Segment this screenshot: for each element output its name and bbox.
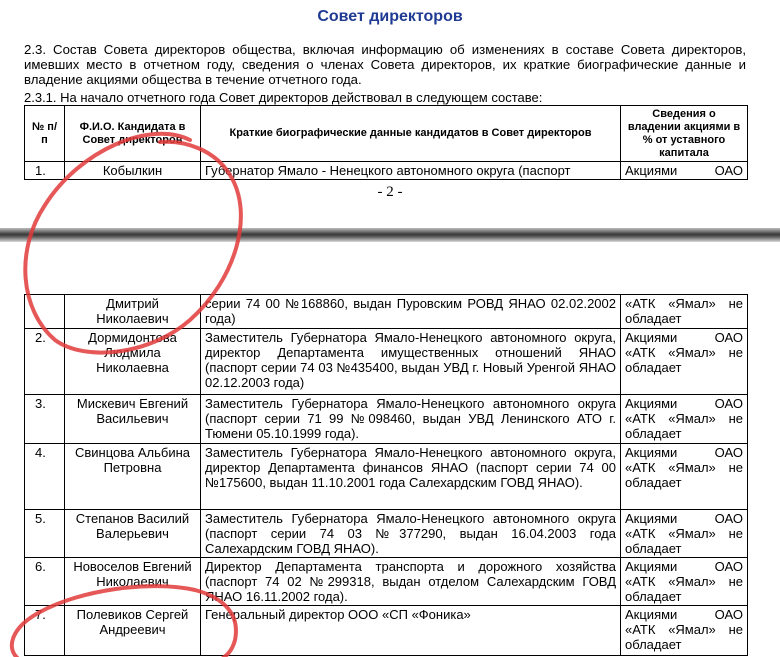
row-shares: Акциями ОАО «АТК «Ямал» не обладает [621,329,748,395]
row-num: 4. [25,444,65,510]
row-num: 1. [25,162,65,180]
row-num: 7. [25,606,65,656]
row-num: 6. [25,558,65,606]
row-bio: Заместитель Губернатора Ямало-Ненецкого автономного округа (паспорт серии 71 99 №098460, выдан УВД Ленинского АТО г. Тюмени 05.10.1999 года). [201,395,621,444]
row-name: Полевиков Сергей Андреевич [65,606,201,656]
row-bio: серии 74 00 №168860, выдан Пуровским РОВД ЯНАО 02.02.2002 года) [201,295,621,329]
row-num [25,295,65,329]
table-row [25,606,748,656]
page-title: Совет директоров [317,8,463,25]
row-name: Свинцова Альбина Петровна [65,444,201,510]
row-name: Новоселов Евгений Николаевич [65,558,201,606]
row-shares: Акциями ОАО «АТК «Ямал» не обладает [621,444,748,510]
row-num: 2. [25,329,65,395]
header-num: № п/п [25,106,65,162]
row-name: Дормидонтова Людмила Николаевна [65,329,201,395]
row-num: 3. [25,395,65,444]
row-name: Кобылкин [65,162,201,180]
row-name: Мискевич Евгений Васильевич [65,395,201,444]
header-shares: Сведения о владении акциями в % от уставного капитала [621,106,748,162]
table-row [25,295,748,329]
table-row [25,395,748,444]
directors-table-page-3 [24,294,748,656]
table-row [25,558,748,606]
row-bio: Губернатор Ямало - Ненецкого автономного округа (паспорт [201,162,621,180]
header-bio: Краткие биографические данные кандидатов в Совет директоров [201,106,621,162]
row-bio: Генеральный директор ООО «СП «Фоника» [201,606,621,656]
row-shares: «АТК «Ямал» не обладает [621,295,748,329]
table-header-row [25,106,748,162]
header-name: Ф.И.О. Кандидата в Совет директоров [65,106,201,162]
table-row [25,329,748,395]
page-number: - 2 - [377,184,403,200]
row-num: 5. [25,510,65,558]
directors-table-page-2 [24,105,748,180]
row-shares: Акциями ОАО «АТК «Ямал» не обладает [621,395,748,444]
table-row [25,510,748,558]
row-shares: Акциями ОАО [621,162,748,180]
table-row [25,444,748,510]
row-shares: Акциями ОАО «АТК «Ямал» не обладает [621,510,748,558]
row-bio: Заместитель Губернатора Ямало-Ненецкого автономного округа, директор Департамента финансов ЯНАО (паспорт серии 74 00 №175600, выдан 11.10.2001 года Салехардским ГОВД ЯНАО). [201,444,621,510]
row-name: Дмитрий Николаевич [65,295,201,329]
row-bio: Заместитель Губернатора Ямало-Ненецкого автономного округа, директор Департамента имущественных отношений ЯНАО (паспорт серии 74 03 №435400, выдан УВД г. Новый Уренгой ЯНАО 02.12.2003 года) [201,329,621,395]
row-name: Степанов Василий Валерьевич [65,510,201,558]
row-bio: Директор Департамента транспорта и дорожного хозяйства (паспорт 74 02 №299318, выдан отделом Салехардским ГОВД ЯНАО 16.11.2002 года). [201,558,621,606]
row-bio: Заместитель Губернатора Ямало-Ненецкого автономного округа (паспорт серии 74 03 №377290, выдан 16.04.2003 года Салехардским ГОВД ЯНАО). [201,510,621,558]
page-break-divider [0,228,780,242]
subsection-heading: 2.3.1. На начало отчетного года Совет директоров действовал в следующем составе: [24,90,543,105]
row-shares: Акциями ОАО «АТК «Ямал» не обладает [621,606,748,656]
section-paragraph: 2.3. Состав Совета директоров общества, включая информацию об изменениях в составе Совета директоров, имевших место в отчетном году, сведения о членах Совета директоров, их краткие биографические данные и владение акциями общества в течение отчетного года. [24,42,746,87]
row-shares: Акциями ОАО «АТК «Ямал» не обладает [621,558,748,606]
table-row [25,162,748,180]
